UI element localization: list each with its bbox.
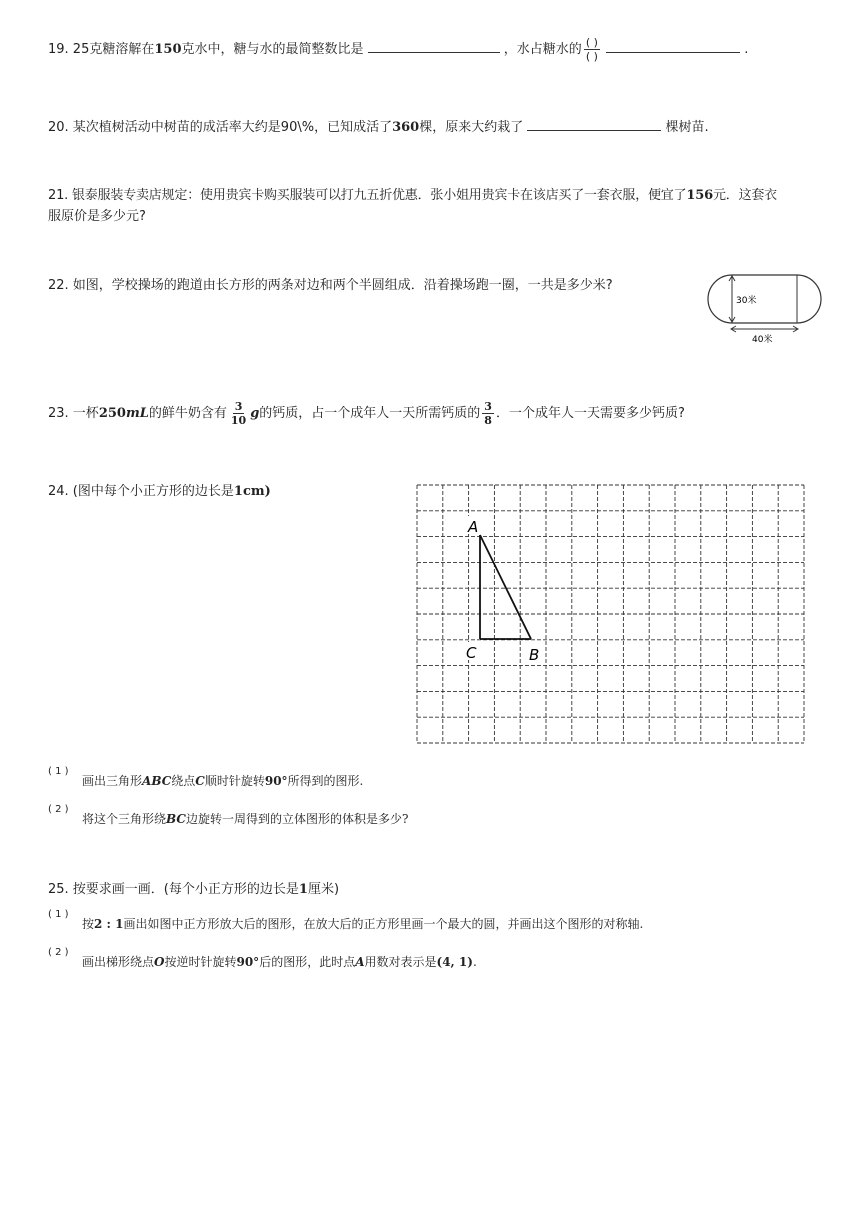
q24-sub1-a: 画出三角形 [82,774,143,788]
point-a-label: A [468,518,479,536]
q24-sub1-d: 顺时针旋转 [204,774,265,788]
question-22 [48,274,613,293]
q24-sub1-abc: ABC [142,774,172,788]
q24-sub2-a: 将这个三角形绕 [82,812,167,826]
q20-number: 360 [392,120,420,135]
q23-mid: 的鲜牛奶含有 [148,406,227,421]
q25-sub2-text [82,953,477,970]
q25-sub1-text [82,915,643,932]
q25-sub2-index: ( 2 ) [48,947,69,958]
q25-number: 1 [298,882,308,897]
q24-unit: cm) [242,484,271,499]
q21-line1: 21. 银泰服装专卖店规定：使用贵宾卡购买服装可以打九五折优惠．张小姐用贵宾卡在该店买了一套衣服，便宜了 [48,188,687,203]
q23-mid2: 的钙质，占一个成年人一天所需钙质的 [259,406,481,421]
q24-sub1-index: ( 1 ) [48,766,69,777]
point-c-label: C [466,644,477,662]
q23-frac1-num: 3 [234,400,243,413]
q23-unit: mL [125,406,149,421]
question-21-line2 [48,205,146,224]
q25-sub1-b: 画出如图中正方形放大后的图形，在放大后的正方形里画一个最大的圆，并画出这个图形的对称轴. [123,917,644,931]
q23-prefix: 23. 一杯 [48,406,99,421]
q19-after-blank: ，水占糖水的 [503,42,582,57]
q23-frac2-num: 3 [484,400,492,413]
track-figure [700,268,825,348]
q24-sub1-text [82,772,363,789]
q25-sub2-a: 画出梯形绕点 [82,955,155,969]
q19-answer-blank-2[interactable] [606,40,740,53]
q25-sub2-coord: (4, 1) [436,955,473,969]
q19-end: . [744,42,749,57]
q24-sub1-e: 所得到的图形. [287,774,364,788]
q25-sub1-a: 按 [82,917,95,931]
q24-sub2-text [82,810,408,827]
fig-height-label: 30米 [736,296,757,306]
triangle-abc [480,535,531,639]
q20-answer-blank[interactable] [527,118,661,131]
q20-prefix: 20. 某次植树活动中树苗的成活率大约是90\%，已知成活了 [48,120,393,135]
track-outline [708,275,821,323]
point-b-label: B [529,646,540,664]
q24-sub1-c: C [195,774,205,788]
q24-number: 1 [233,484,243,499]
q19-prefix: 19. 25克糖溶解在 [48,42,155,57]
q24-sub1-deg: 90° [264,774,288,788]
q25-text-end: 厘米) [307,882,340,897]
q24-text: 24. (图中每个小正方形的边长是 [48,484,234,499]
q22-text: 22. 如图，学校操场的跑道由长方形的两条对边和两个半圆组成．沿着操场跑一圈，一共是多少米? [48,278,613,293]
q25-sub2-b: 按逆时针旋转 [164,955,237,969]
triangle-side-ab [480,535,531,639]
fig-width-label: 40米 [752,335,773,345]
q23-volume: 250 [98,406,126,421]
q25-sub1-ratio: 2 : 1 [94,917,124,931]
q25-sub2-end: . [472,955,477,969]
q21-line1-end: 元．这套衣 [712,188,777,203]
q24-sub2-bc: BC [166,812,186,826]
q23-fraction-1 [229,400,248,427]
question-19 [48,36,748,63]
q25-sub2-deg: 90° [236,955,260,969]
q25-text: 25. 按要求画一画．(每个小正方形的边长是 [48,882,299,897]
q23-gram: g [250,406,260,421]
question-21 [48,184,777,203]
q20-end: 棵树苗. [665,120,709,135]
q25-sub2-d: 用数对表示是 [364,955,437,969]
question-25 [48,878,339,897]
q19-fraction [584,36,600,63]
q19-fraction-numerator: ( ) [585,36,598,49]
q25-sub2-o: O [154,955,165,969]
q20-mid: 棵，原来大约栽了 [419,120,524,135]
q25-sub2-c: 后的图形，此时点 [259,955,356,969]
q21-number: 156 [686,188,713,203]
q23-end: ．一个成年人一天需要多少钙质? [495,406,685,421]
q25-sub2-pa: A [355,955,365,969]
q24-sub2-index: ( 2 ) [48,804,69,815]
q19-answer-blank-1[interactable] [368,40,500,53]
q25-sub1-index: ( 1 ) [48,909,69,920]
q19-mid: 克水中，糖与水的最简整数比是 [181,42,364,57]
q23-frac2-den: 8 [484,414,492,427]
q23-frac1-den: 10 [230,414,247,427]
question-20 [48,116,709,135]
question-24 [48,480,271,499]
question-23 [48,400,685,427]
q24-sub2-b: 边旋转一周得到的立体图形的体积是多少? [185,812,409,826]
grid-figure[interactable] [416,484,818,746]
q21-line2: 服原价是多少元? [48,209,146,224]
q19-fraction-denominator: ( ) [585,50,598,63]
q19-number: 150 [154,42,182,57]
q23-fraction-2 [482,400,494,427]
q24-sub1-b: 绕点 [171,774,196,788]
